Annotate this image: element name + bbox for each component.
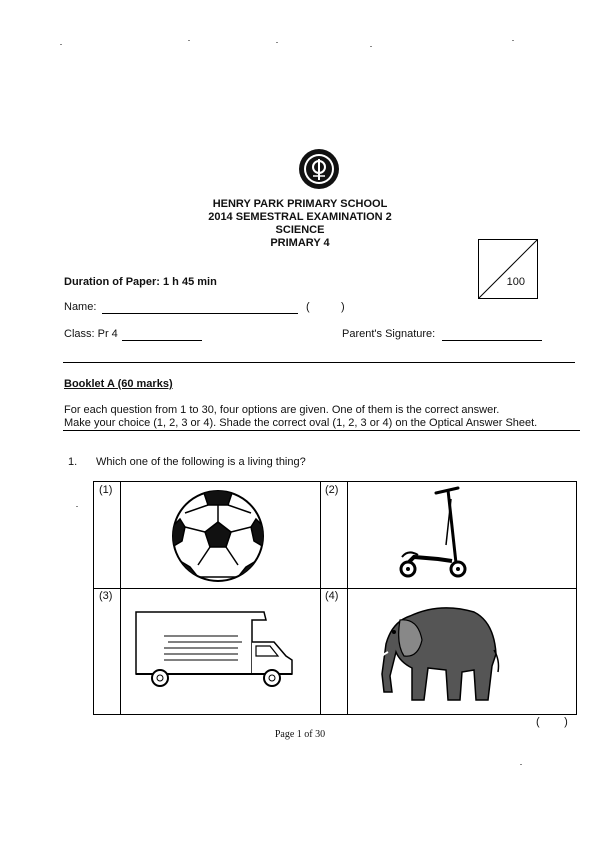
option-1 [94,482,320,588]
class-field[interactable] [122,340,202,341]
question-number: 1. [68,456,78,468]
score-diagonal [479,240,537,298]
instruction-line-2: Make your choice (1, 2, 3 or 4). Shade the correct oval (1, 2, 3 or 4) on the Optical Answer Sheet. [64,417,538,429]
register-paren-close: ) [341,301,345,313]
scan-speck [76,506,78,507]
options-grid [93,481,577,715]
option-2 [320,482,576,588]
scan-speck [370,46,372,47]
option-number: (3) [99,590,113,602]
class-label: Class: Pr 4 [64,328,118,340]
duration-label: Duration of Paper: 1 h 45 min [64,276,217,288]
page-number: Page 1 of 30 [274,729,326,740]
option-3 [94,588,320,714]
scan-speck [276,42,278,43]
name-label: Name: [64,301,97,313]
signature-label: Parent's Signature: [342,328,436,340]
scan-speck [188,40,190,41]
option-number: (1) [99,484,113,496]
question-text: Which one of the following is a living thing? [96,456,306,468]
option-number: (2) [325,484,339,496]
instruction-underline [63,430,580,431]
scan-speck [60,44,62,45]
scan-speck [520,764,522,765]
truck-icon [134,606,296,690]
subject-title: SCIENCE [275,224,325,236]
school-crest-icon [298,148,340,190]
scan-speck [512,40,514,41]
answer-bracket: ( ) [536,716,568,728]
option-4 [320,588,576,714]
register-paren-open: ( [306,301,310,313]
level-title: PRIMARY 4 [270,237,330,249]
signature-field[interactable] [442,340,542,341]
score-box [478,239,538,299]
scooter-icon [396,485,474,583]
booklet-title: Booklet A (60 marks) [64,378,173,390]
elephant-icon [370,596,502,706]
school-name: HENRY PARK PRIMARY SCHOOL [212,198,388,210]
exam-title: 2014 SEMESTRAL EXAMINATION 2 [208,211,392,223]
name-field[interactable] [102,313,298,314]
score-total: 100 [506,276,525,288]
football-icon [168,489,268,583]
option-number: (4) [325,590,339,602]
instruction-line-1: For each question from 1 to 30, four options are given. One of them is the correct answer. [64,404,500,416]
section-divider [63,362,575,363]
